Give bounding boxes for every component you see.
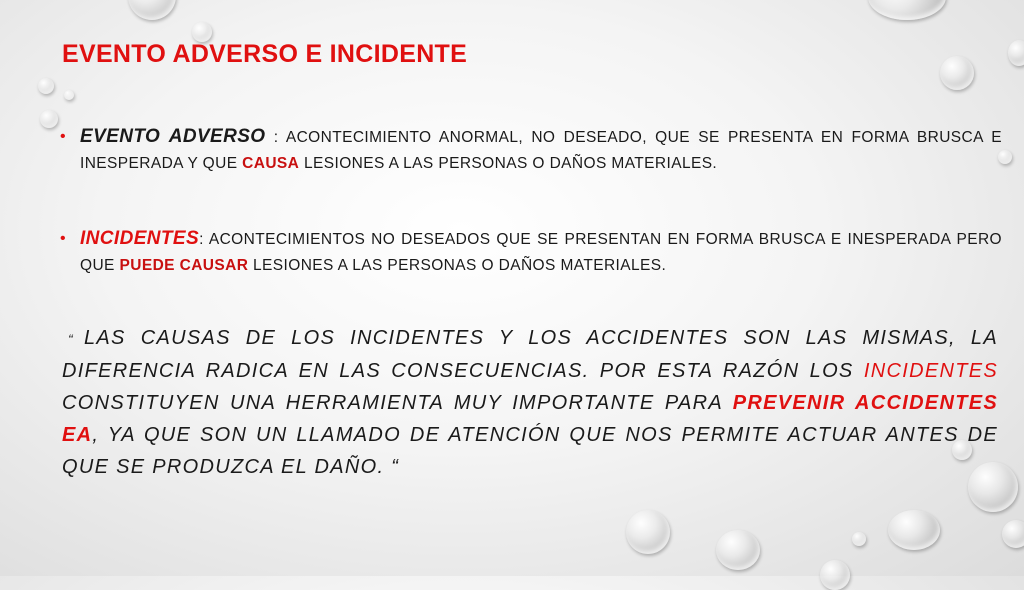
bullet-body [80,124,1002,177]
highlight-puede-causar: PUEDE CAUSAR [119,257,249,274]
water-drop-decoration [1008,40,1024,66]
water-drop-decoration [852,532,866,546]
term-separator: : [199,231,209,248]
term-evento-adverso: EVENTO ADVERSO [80,126,266,147]
quote-paragraph [62,322,998,483]
water-drop-decoration [940,56,974,90]
quote-highlight-incidentes: INCIDENTES [863,360,998,382]
water-drop-decoration [192,22,212,42]
definition-text-end: LESIONES A LAS PERSONAS O DAÑOS MATERIALES. [248,257,667,274]
bullet-evento-adverso [62,124,1002,177]
term-incidentes: INCIDENTES [80,228,200,249]
water-drop-decoration [40,110,58,128]
water-drop-decoration [38,78,54,94]
term-separator: : [265,129,286,146]
water-drop-decoration [888,510,940,550]
water-drop-decoration [820,560,850,590]
slide-title: EVENTO ADVERSO E INCIDENTE [62,40,468,68]
quote-text-part1: LAS CAUSAS DE LOS INCIDENTES Y LOS ACCIDENTES SON LAS MISMAS, LA DIFERENCIA RADICA EN LAS CONSECUENCIAS. POR ESTA RAZÓN LOS [62,327,998,382]
definition-text: ACONTECIMIENTOS NO DESEADOS QUE SE PRESENTAN EN FORMA BRUSCA E INESPERADA PERO QUE [80,231,1002,274]
quote-text-part3: , YA QUE SON UN LLAMADO DE ATENCIÓN QUE NOS PERMITE ACTUAR ANTES DE QUE SE PRODUZCA EL DAÑO. “ [62,424,998,478]
bullet-dot-icon: • [60,128,67,145]
water-drop-decoration [64,90,74,100]
definition-text-end: LESIONES A LAS PERSONAS O DAÑOS MATERIALES. [299,155,718,172]
definition-text: ACONTECIMIENTO ANORMAL, NO DESEADO, QUE SE PRESENTA EN FORMA BRUSCA E INESPERADA Y QUE [80,129,1003,172]
highlight-causa: CAUSA [242,155,300,172]
water-drop-decoration [128,0,176,20]
bullet-body [80,226,1002,279]
water-drop-decoration [626,510,670,554]
water-drop-decoration [868,0,946,20]
quote-highlight-prevenir: PREVENIR ACCIDENTES EA [62,392,998,446]
water-drop-decoration [1002,520,1024,548]
bullet-dot-icon: • [60,230,67,247]
water-drop-decoration [716,530,760,570]
quote-text-part2: CONSTITUYEN UNA HERRAMIENTA MUY IMPORTANTE PARA [62,392,733,414]
bullet-incidentes [62,226,1002,279]
open-quote-mark: “ [68,331,74,347]
